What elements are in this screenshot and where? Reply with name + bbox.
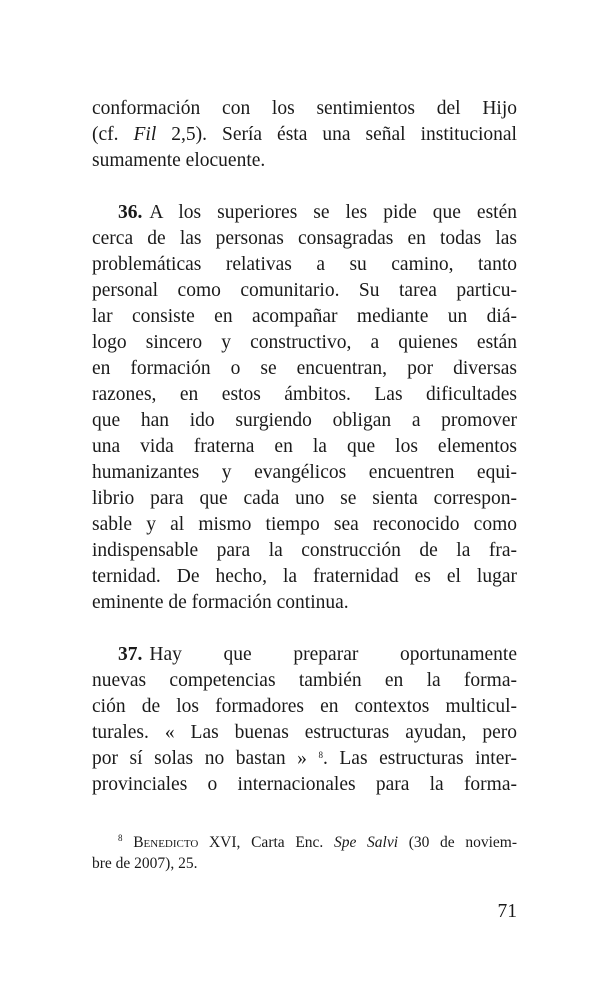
text-line: cerca de las personas consagradas en todas las (92, 228, 517, 249)
footnote-number: 8 (118, 833, 123, 843)
text-line: turales. « Las buenas estructuras ayudan, pero (92, 722, 517, 743)
text-line (92, 200, 517, 226)
book-reference: Fil (133, 124, 157, 145)
paragraph-number: 37. (118, 644, 143, 665)
footnote-marker: 8 (318, 750, 323, 760)
text-line: conformación con los sentimientos del Hijo (92, 98, 517, 119)
text-line: eminente de formación continua. (92, 592, 349, 613)
text-line: indispensable para la construcción de la fra- (92, 540, 517, 561)
footnote-author: Benedicto XVI (133, 834, 237, 851)
text-line: librio para que cada uno se sienta correspon- (92, 488, 517, 509)
footnote-title: Spe Salvi (333, 834, 399, 851)
text-fragment: Hay que preparar oportunamente (149, 644, 517, 665)
text-fragment: . Las estructuras inter- (322, 748, 517, 769)
text-fragment: por sí solas no bastan » (92, 748, 319, 769)
text-line (92, 746, 517, 772)
footnote-line (92, 832, 517, 853)
text-line: nuevas competencias también en la forma- (92, 670, 517, 691)
text-line: que han ido surgiendo obligan a promover (92, 410, 517, 431)
text-line: ternidad. De hecho, la fraternidad es el lugar (92, 566, 517, 587)
text-fragment: , Carta Enc. (236, 834, 334, 851)
paragraph-37 (92, 642, 517, 798)
text-fragment: A los superiores se les pide que estén (149, 202, 517, 223)
page-number: 71 (497, 901, 517, 922)
text-line (92, 122, 517, 148)
text-line: logo sincero y constructivo, a quienes están (92, 332, 517, 353)
text-line: lar consiste en acompañar mediante un diá- (92, 306, 517, 327)
text-line (92, 642, 517, 668)
text-line: razones, en estos ámbitos. Las dificultades (92, 384, 517, 405)
text-line: problemáticas relativas a su camino, tanto (92, 254, 517, 275)
text-line: sable y al mismo tiempo sea reconocido como (92, 514, 517, 535)
text-line: humanizantes y evangélicos encuentren equi- (92, 462, 517, 483)
text-line: sumamente elocuente. (92, 150, 266, 171)
text-fragment: 2,5). Sería ésta una señal institucional (156, 124, 517, 145)
paragraph-continuation (92, 96, 517, 174)
text-line: ción de los formadores en contextos multicul- (92, 696, 517, 717)
text-line: provinciales o internacionales para la forma- (92, 774, 517, 795)
paragraph-number: 36. (118, 202, 143, 223)
paragraph-36 (92, 200, 517, 616)
text-line: personal como comunitario. Su tarea particu- (92, 280, 517, 301)
footnotes (92, 832, 517, 874)
text-line: en formación o se encuentran, por diversas (92, 358, 517, 379)
text-fragment: (cf. (92, 124, 134, 145)
footnote-line: bre de 2007), 25. (92, 855, 198, 872)
text-line: una vida fraterna en la que los elementos (92, 436, 517, 457)
text-fragment: (30 de noviem- (398, 834, 517, 851)
page-body (92, 96, 517, 798)
